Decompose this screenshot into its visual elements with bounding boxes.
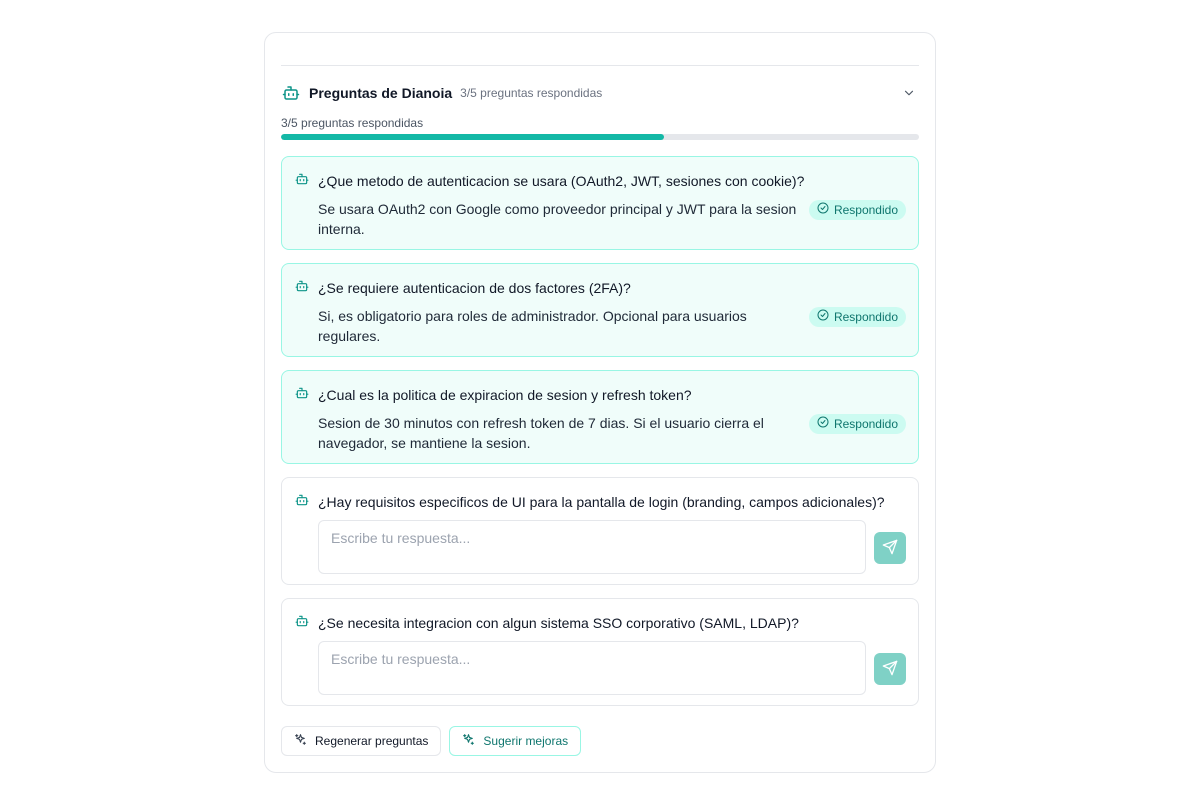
action-bar [281,726,581,756]
check-circle-icon [817,308,829,326]
send-icon [882,660,898,679]
suggest-improvements-button[interactable] [449,726,581,756]
question-item-answered [281,370,919,464]
question-item-answered [281,263,919,357]
suggest-label: Sugerir mejoras [483,734,569,748]
question-item-pending [281,598,919,706]
answered-count: 3/5 preguntas respondidas [460,86,603,100]
send-button[interactable] [874,653,906,685]
status-badge [809,414,906,434]
answer-text: Se usara OAuth2 con Google como proveedor principal y JWT para la sesion interna. [318,201,797,237]
question-text: ¿Se necesita integracion con algun sistema SSO corporativo (SAML, LDAP)? [318,615,799,631]
progress-bar [281,134,919,140]
question-item-answered [281,156,919,250]
answer-text: Si, es obligatorio para roles de administrador. Opcional para usuarios regulares. [318,308,747,344]
status-label: Respondido [833,203,898,217]
bot-icon [294,385,310,401]
send-button[interactable] [874,532,906,564]
status-badge [809,307,906,327]
question-text: ¿Hay requisitos especificos de UI para la pantalla de login (branding, campos adicionales)? [318,494,885,510]
progress-fill [281,134,664,140]
status-label: Respondido [833,310,898,324]
check-circle-icon [817,201,829,219]
status-label: Respondido [833,417,898,431]
bot-icon [294,613,310,629]
questions-card [264,32,936,773]
sparkles-icon [462,733,475,749]
bot-icon [294,171,310,187]
question-list [281,156,919,719]
bot-icon [294,278,310,294]
panel-title: Preguntas de Dianoia [309,85,453,101]
regenerate-questions-button[interactable] [281,726,441,756]
regenerate-label: Regenerar preguntas [315,734,429,748]
progress-label: 3/5 preguntas respondidas [281,116,424,130]
chevron-down-icon[interactable] [899,83,919,103]
question-text: ¿Se requiere autenticacion de dos factores (2FA)? [318,280,631,296]
answer-input[interactable] [318,641,866,695]
check-circle-icon [817,415,829,433]
panel-header[interactable] [281,79,919,107]
bot-icon [281,83,301,103]
question-item-pending [281,477,919,585]
question-text: ¿Que metodo de autenticacion se usara (OAuth2, JWT, sesiones con cookie)? [318,173,805,189]
status-badge [809,200,906,220]
divider [281,65,919,66]
send-icon [882,539,898,558]
bot-icon [294,492,310,508]
sparkles-icon [294,733,307,749]
answer-input[interactable] [318,520,866,574]
question-text: ¿Cual es la politica de expiracion de sesion y refresh token? [318,387,692,403]
answer-text: Sesion de 30 minutos con refresh token de 7 dias. Si el usuario cierra el navegador, se mantiene la sesion. [318,415,764,451]
